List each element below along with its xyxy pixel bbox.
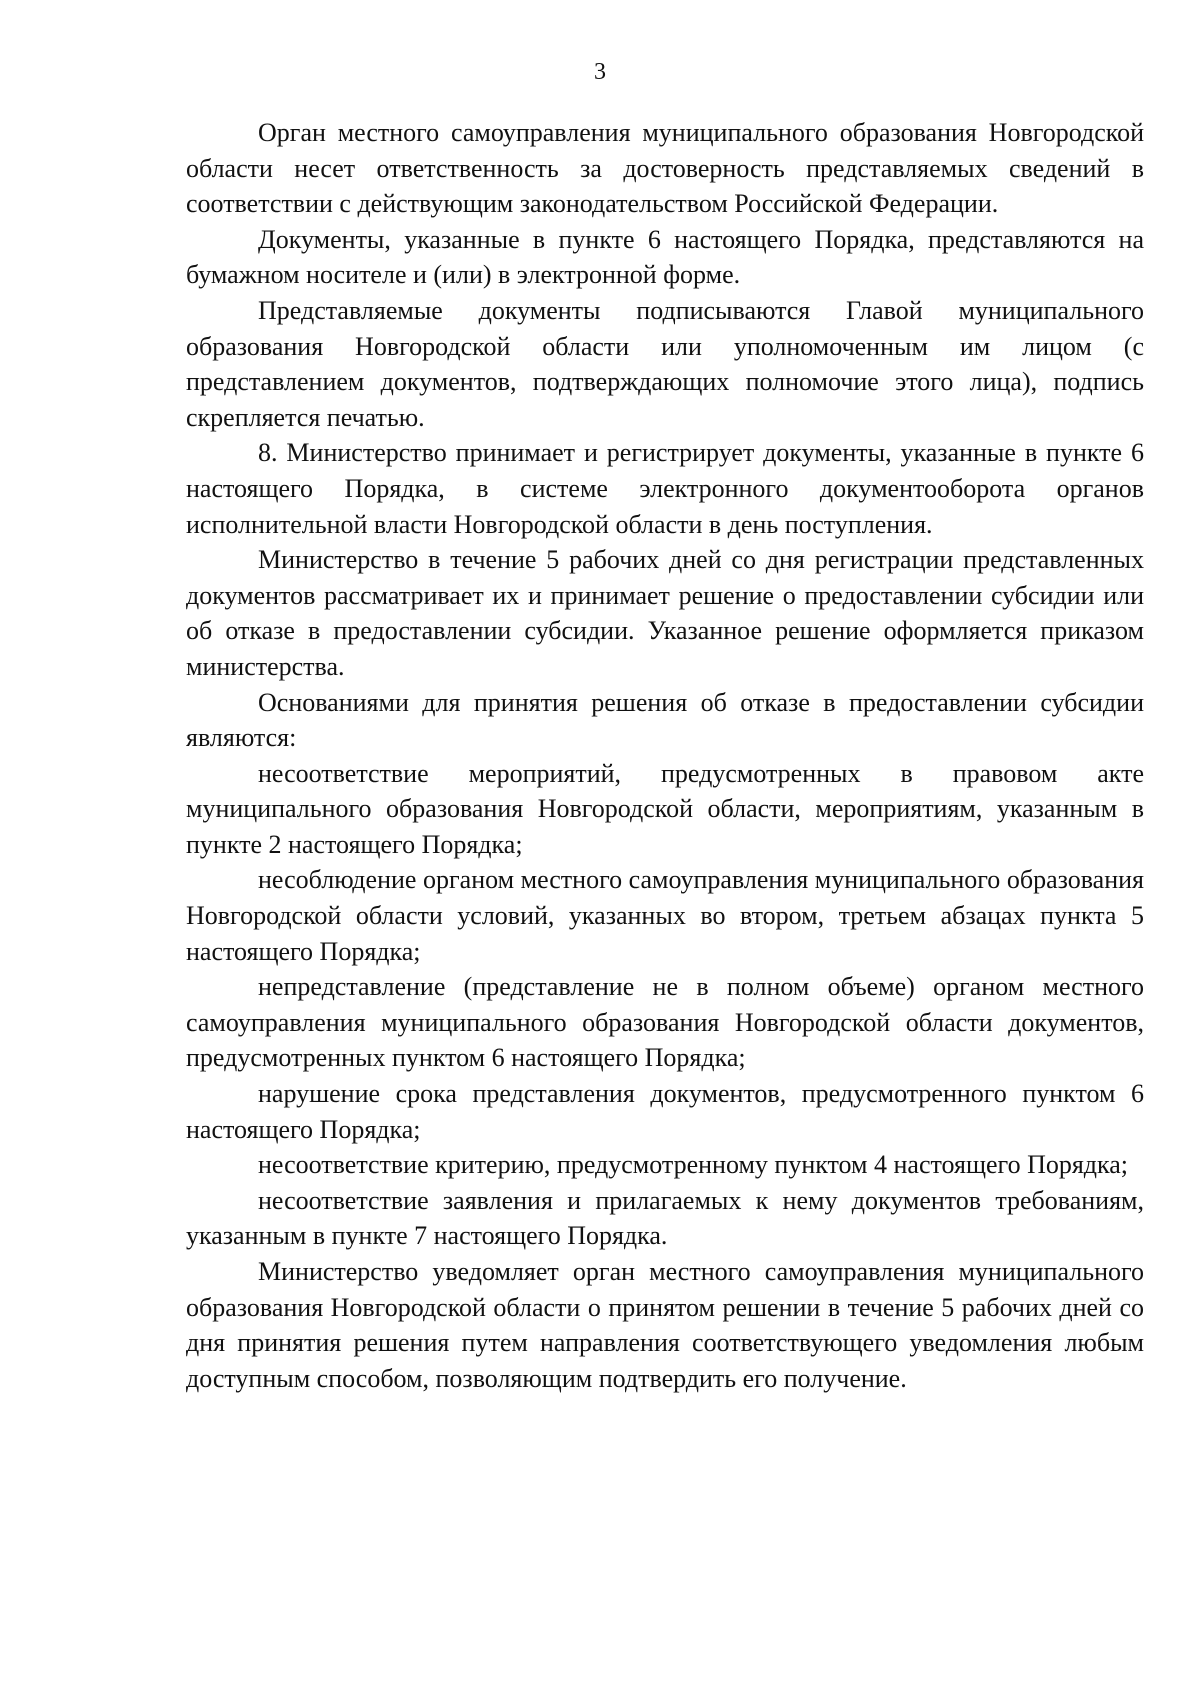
page-number: 3 xyxy=(594,59,606,85)
paragraph: Орган местного самоуправления муниципального образования Новгородской области несет ответственность за достоверность представляемых сведений в соответствии с действующим законодательством Российской Федерации. xyxy=(186,118,1144,219)
list-item: несоблюдение органом местного самоуправления муниципального образования Новгородской области условий, указанных во втором, третьем абзацах пункта 5 настоящего Порядка; xyxy=(186,865,1144,966)
paragraph: Основаниями для принятия решения об отказе в предоставлении субсидии являются: xyxy=(186,687,1144,753)
paragraph: Документы, указанные в пункте 6 настоящего Порядка, представляются на бумажном носителе и (или) в электронной форме. xyxy=(186,224,1144,290)
paragraph: Министерство уведомляет орган местного самоуправления муниципального образования Новгородской области о принятом решении в течение 5 рабочих дней со дня принятия решения путем направления соответствующего уведомления любым доступным способом, позволяющим подтвердить его получение. xyxy=(186,1257,1144,1393)
list-item: несоответствие заявления и прилагаемых к нему документов требованиям, указанным в пункте 7 настоящего Порядка. xyxy=(186,1185,1144,1251)
list-item: несоответствие мероприятий, предусмотренных в правовом акте муниципального образования Новгородской области, мероприятиям, указанным в пункте 2 настоящего Порядка; xyxy=(186,758,1144,859)
paragraph: Министерство в течение 5 рабочих дней со дня регистрации представленных документов рассматривает их и принимает решение о предоставлении субсидии или об отказе в предоставлении субсидии. Указанное решение оформляется приказом министерства. xyxy=(186,545,1144,681)
list-item: непредставление (представление не в полном объеме) органом местного самоуправления муниципального образования Новгородской области документов, предусмотренных пунктом 6 настоящего Порядка; xyxy=(186,972,1144,1073)
list-item: несоответствие критерию, предусмотренному пунктом 4 настоящего Порядка; xyxy=(258,1150,1129,1180)
paragraph: 8. Министерство принимает и регистрирует документы, указанные в пункте 6 настоящего Порядка, в системе электронного документооборота органов исполнительной власти Новгородской области в день поступления. xyxy=(186,438,1144,539)
document-body xyxy=(186,115,1144,1396)
paragraph: Представляемые документы подписываются Главой муниципального образования Новгородской области или уполномоченным им лицом (с представлением документов, подтверждающих полномочие этого лица), подпись скрепляется печатью. xyxy=(186,295,1144,432)
list-item: нарушение срока представления документов, предусмотренного пунктом 6 настоящего Порядка; xyxy=(186,1079,1144,1144)
